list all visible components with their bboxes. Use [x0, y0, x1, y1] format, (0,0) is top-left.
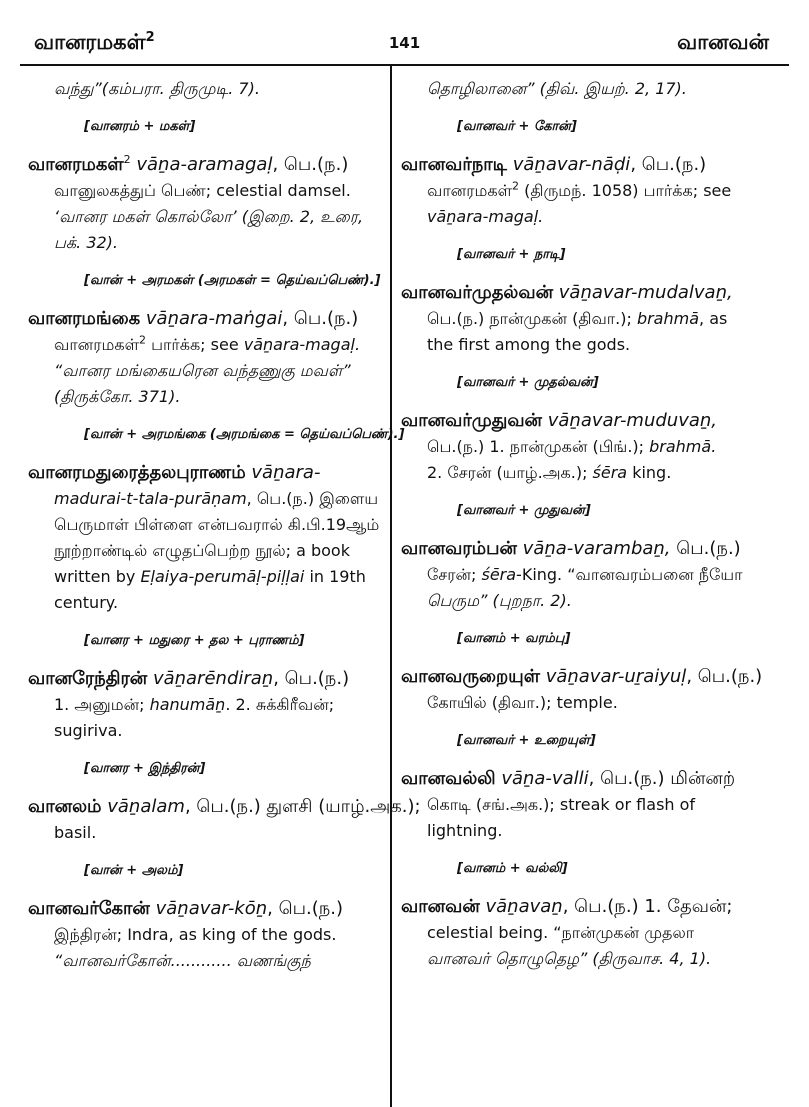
text-segment: śēra [481, 565, 517, 584]
text-segment: நூற்றாண்டில் எழுதப்பெற்ற நூல்; a book [54, 541, 350, 560]
entry-text-line [427, 460, 780, 486]
entry-text-line [427, 562, 780, 588]
text-segment: . 2. சுக்கிரீவன்; [225, 695, 335, 714]
spacer [405, 358, 780, 370]
text-segment: vāṉalam [101, 796, 185, 817]
entry-text-line [54, 922, 375, 948]
spacer [32, 256, 375, 268]
text-segment: vāṉa-valli [495, 768, 589, 789]
text-segment: வானலம் [28, 796, 102, 817]
entry-text-line [427, 588, 780, 614]
entry-text-line [427, 818, 780, 844]
spacer [405, 396, 780, 408]
spacer [405, 844, 780, 856]
text-segment: வானவரம்பன் [401, 538, 517, 559]
text-segment: , பெ.(ந.) [282, 308, 359, 329]
text-segment: vāṉarēndiraṉ [147, 668, 274, 689]
entry-text-line [54, 538, 375, 564]
text-segment: vāṉavaṉ [479, 896, 563, 917]
entry-text-line [427, 434, 780, 460]
entry-text-line [54, 332, 375, 358]
superscript: 2 [512, 179, 519, 193]
spacer [405, 614, 780, 626]
text-segment: தொழிலானை” [427, 79, 535, 98]
entry-headword-line [401, 894, 780, 920]
spacer [32, 744, 375, 756]
text-segment: வானவர்முதல்வன் [401, 282, 554, 303]
entry-headword-line [401, 664, 780, 690]
entry-text-line [54, 718, 375, 744]
spacer [32, 846, 375, 858]
text-segment: சேரன்; [427, 565, 482, 584]
text-segment: வானரமகள் [427, 181, 512, 200]
header-right-guideword: வானவன் [677, 30, 769, 54]
entry-text-line [54, 76, 375, 102]
spacer [32, 616, 375, 628]
etymology-line: [வானவர் + உறையுள்] [457, 733, 596, 748]
entry-headword-line [401, 152, 780, 178]
text-segment: (திருவாச. 4, 1). [587, 949, 712, 968]
entry-text-line [427, 332, 780, 358]
etymology-line: [வானம் + வரம்பு] [457, 631, 571, 646]
entry-headword-line [401, 408, 780, 434]
spacer [32, 448, 375, 460]
entry-text-line [54, 590, 375, 616]
entry-headword-line [28, 794, 421, 820]
text-segment: பெ.(ந.) நான்முகன் (திவா.); [427, 309, 637, 328]
text-segment: Eḷaiya-perumāḷ-piḷḷai [140, 567, 305, 586]
text-segment: , பெ.(ந.) துளசி (யாழ்.அக.); [184, 796, 421, 817]
text-segment: வானவர்முதுவன் [401, 410, 542, 431]
entry-text-line [427, 178, 780, 204]
etymology-line: [வான் + அரமங்கை (அரமங்கை = தெய்வப்பெண்).] [84, 427, 405, 442]
text-segment: 1. அனுமன்; [54, 695, 150, 714]
header-rule [20, 64, 789, 66]
text-segment: பெ.(ந.) 1. நான்முகன் (பிங்.); [427, 437, 650, 456]
text-segment: பார்க்க; see [146, 335, 244, 354]
text-segment: “வானர மங்கையரென வந்தணுகு மவள்” [54, 361, 351, 380]
text-segment: வானவர் தொழுதெழ” [427, 949, 588, 968]
text-segment: , as [699, 309, 728, 328]
spacer [32, 294, 375, 306]
text-segment: celestial being. “நான்முகன் முதலா [427, 923, 695, 942]
text-segment: வானரமகள் [28, 154, 124, 175]
spacer [405, 716, 780, 728]
text-segment: vāṉavar-kōṉ [149, 898, 268, 919]
entry-text-line [54, 692, 375, 718]
text-segment: brahmā. [649, 437, 717, 456]
entry-text-line [427, 306, 780, 332]
text-segment: vāṉavar-nāḍi [507, 154, 631, 175]
text-segment: வந்து” [54, 79, 102, 98]
entry-text-line [54, 512, 380, 538]
text-segment: , பெ.(ந.) மின்னற் [588, 768, 736, 789]
entry-text-line [54, 384, 375, 410]
spacer [405, 486, 780, 498]
etymology-line: [வான் + அரமகள் (அரமகள் = தெய்வப்பெண்).] [84, 273, 381, 288]
text-segment: vāṉavar-muduvaṉ, [542, 410, 718, 431]
entry-headword-line [28, 460, 375, 486]
text-segment: vāṉara-magaḷ. [427, 207, 544, 226]
right-column [401, 76, 780, 972]
spacer [405, 652, 780, 664]
text-segment: பெருமாள் பிள்ளை என்பவரால் கி.பி.19ஆம் [54, 515, 380, 534]
etymology-line: [வானம் + வல்லி] [457, 861, 568, 876]
text-segment: “வானவர்கோன்............ வணங்குந் [54, 951, 311, 970]
entry-text-line [427, 690, 780, 716]
text-segment: பெரும” [427, 591, 488, 610]
spacer [32, 140, 375, 152]
guideword-text: வானரமகள் [34, 30, 146, 54]
text-segment: written by [54, 567, 141, 586]
entry-text-line [54, 564, 375, 590]
superscript: 2 [123, 153, 131, 166]
text-segment: (திவ். இயற். 2, 17). [534, 79, 687, 98]
text-segment: வானவல்லி [401, 768, 496, 789]
etymology-line: [வானவர் + முதுவன்] [457, 503, 591, 518]
etymology-line: [வானவர் + முதல்வன்] [457, 375, 599, 390]
spacer [405, 882, 780, 894]
spacer [405, 268, 780, 280]
text-segment: (கம்பரா. திருமுடி. 7). [101, 79, 260, 98]
entry-text-line [54, 204, 375, 230]
text-segment: basil. [54, 823, 97, 842]
spacer [32, 410, 375, 422]
text-segment: , பெ.(ந.) [273, 668, 350, 689]
page-number: 141 [388, 34, 421, 52]
running-header [20, 28, 789, 58]
spacer [32, 654, 375, 666]
entry-headword-line [401, 536, 780, 562]
entry-text-line [54, 358, 375, 384]
etymology-line: [வானவர் + கோன்] [457, 119, 577, 134]
text-segment: , பெ.(ந.) 1. தேவன்; [562, 896, 733, 917]
spacer [405, 754, 780, 766]
text-segment: king. [627, 463, 672, 482]
entry-headword-line [28, 896, 375, 922]
text-segment: vāṉavar-mudalvaṉ, [553, 282, 733, 303]
spacer [405, 102, 780, 114]
text-segment: the first among the gods. [427, 335, 631, 354]
text-segment: இந்திரன்; Indra, as king of the gods. [54, 925, 337, 944]
text-segment: vāṉara- [245, 462, 321, 483]
guideword-superscript: 2 [145, 30, 155, 45]
text-segment: , பெ.(ந.) [630, 154, 707, 175]
text-segment: madurai-t-tala-purāṇam [54, 489, 247, 508]
entry-headword-line [401, 766, 780, 792]
text-segment: பக். 32). [54, 233, 118, 252]
superscript: 2 [139, 333, 146, 347]
text-segment: வானரமகள் [54, 335, 139, 354]
etymology-line: [வான் + அலம்] [84, 863, 184, 878]
text-segment: vāṉara-maṅgai [140, 308, 283, 329]
etymology-line: [வானரம் + மகள்] [84, 119, 196, 134]
entry-text-line [427, 946, 780, 972]
text-segment: வானவன் [401, 896, 480, 917]
entry-text-line [427, 204, 780, 230]
text-segment: vāṉavar-uṟaiyuḷ [539, 666, 687, 687]
spacer [32, 782, 375, 794]
text-segment: வானரேந்திரன் [28, 668, 148, 689]
text-segment: vāṉa-aramagaḷ [130, 154, 273, 175]
etymology-line: [வானவர் + நாடி] [457, 247, 566, 262]
column-divider [390, 64, 392, 1107]
text-segment: கொடி (சங்.அக.); streak or flash of [427, 795, 696, 814]
text-segment: வானுலகத்துப் பெண்; celestial damsel. [54, 181, 351, 200]
text-segment: , பெ.(ந.) [267, 898, 344, 919]
text-segment: brahmā [636, 309, 700, 328]
text-segment: கோயில் (திவா.); temple. [427, 693, 618, 712]
text-segment: in 19th [304, 567, 366, 586]
text-segment: śēra [592, 463, 628, 482]
text-segment: வானவர்கோன் [28, 898, 150, 919]
text-segment: (திருமந். 1058) பார்க்க; see [519, 181, 732, 200]
spacer [32, 102, 375, 114]
entry-text-line [427, 76, 780, 102]
entry-headword-line [28, 666, 375, 692]
spacer [405, 524, 780, 536]
left-column [28, 76, 421, 974]
text-segment: (புறநா. 2). [487, 591, 572, 610]
entry-headword-line [401, 280, 780, 306]
spacer [405, 230, 780, 242]
text-segment: ‘வானர மகள் கொல்லோ’ (இறை. 2, உரை, [54, 207, 364, 226]
etymology-line: [வானர + இந்திரன்] [84, 761, 206, 776]
text-segment: வானரமங்கை [28, 308, 141, 329]
text-segment: 2. சேரன் (யாழ்.அக.); [427, 463, 593, 482]
entry-text-line [427, 792, 780, 818]
entry-text-line [54, 820, 375, 846]
entry-text-line [54, 486, 379, 512]
text-segment: , பெ.(ந.) [272, 154, 349, 175]
text-segment: lightning. [427, 821, 503, 840]
text-segment: வானவருறையுள் [401, 666, 540, 687]
text-segment: vāṉara-magaḷ. [243, 335, 361, 354]
text-segment: வானவர்நாடி [401, 154, 507, 175]
text-segment: வானரமதுரைத்தலபுராணம் [28, 462, 246, 483]
text-segment: hanumāṉ [149, 695, 226, 714]
text-segment: vāṉa-varambaṉ, [516, 538, 671, 559]
text-segment: -King. “வானவரம்பனை நீயோ [516, 565, 743, 584]
entry-text-line [54, 230, 375, 256]
entry-headword-line [28, 306, 375, 332]
text-segment: , பெ.(ந.) [686, 666, 763, 687]
entry-text-line [54, 948, 375, 974]
spacer [32, 884, 375, 896]
entry-text-line [54, 178, 375, 204]
spacer [405, 140, 780, 152]
text-segment: பெ.(ந.) [670, 538, 741, 559]
text-segment: (திருக்கோ. 371). [54, 387, 181, 406]
text-segment: , பெ.(ந.) இளைய [246, 489, 379, 508]
text-segment: sugiriva. [54, 721, 123, 740]
text-segment: century. [54, 593, 119, 612]
entry-headword-line [28, 152, 375, 178]
etymology-line: [வானர + மதுரை + தல + புராணம்] [84, 633, 305, 648]
entry-text-line [427, 920, 780, 946]
